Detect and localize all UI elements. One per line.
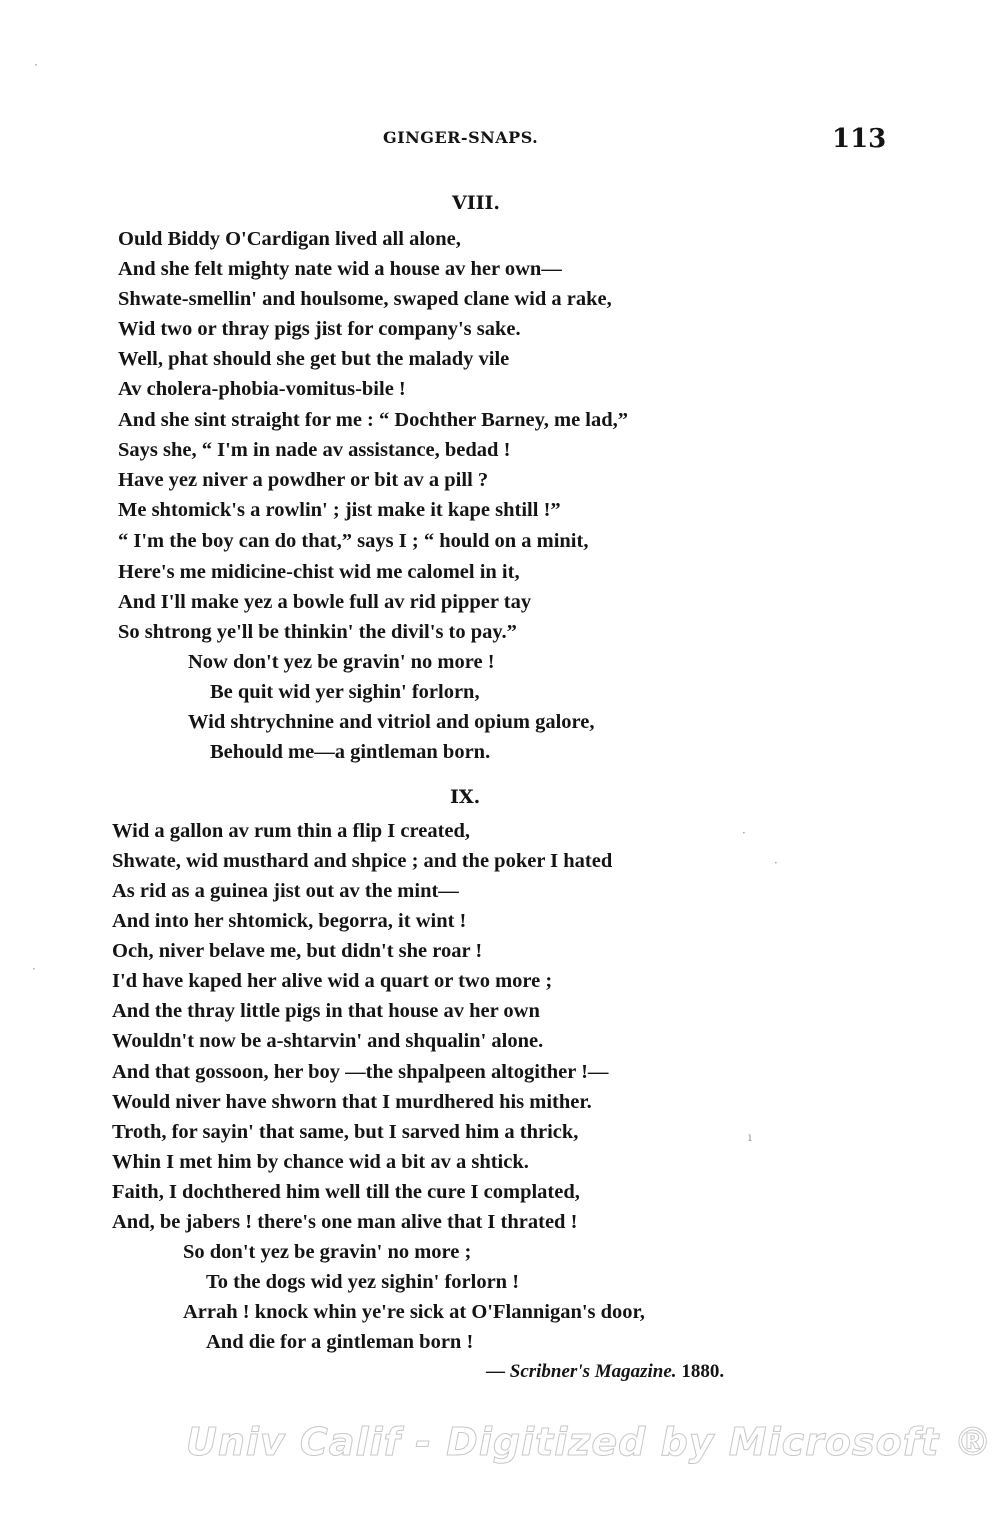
poem-line: Here's me midicine-chist wid me calomel in it,	[118, 561, 520, 583]
poem-line: Wid shtrychnine and vitriol and opium galore,	[188, 711, 595, 733]
poem-line: Now don't yez be gravin' no more !	[188, 651, 495, 673]
poem-line: Arrah ! knock whin ye're sick at O'Flannigan's door,	[183, 1301, 645, 1323]
poem-line: Would niver have shworn that I murdhered his mither.	[112, 1091, 592, 1113]
poem-line: Says she, “ I'm in nade av assistance, bedad !	[118, 439, 511, 461]
poem-line: “ I'm the boy can do that,” says I ; “ hould on a minit,	[118, 530, 589, 552]
print-speck: ·	[32, 962, 36, 976]
poem-line: Och, niver belave me, but didn't she roar !	[112, 940, 483, 962]
poem-line: And die for a gintleman born !	[206, 1331, 474, 1353]
poem-line: Well, phat should she get but the malady vile	[118, 348, 510, 370]
poem-line: Wouldn't now be a-shtarvin' and shqualin' alone.	[112, 1030, 544, 1052]
poem-line: Av cholera-phobia-vomitus-bile !	[118, 378, 406, 400]
poem-line: And that gossoon, her boy —the shpalpeen altogither !—	[112, 1061, 609, 1083]
poem-line: And the thray little pigs in that house av her own	[112, 1000, 540, 1022]
running-title: GINGER-SNAPS.	[383, 128, 539, 147]
poem-line: And she felt mighty nate wid a house av her own—	[118, 258, 562, 280]
poem-line: Troth, for sayin' that same, but I sarved him a thrick,	[112, 1121, 579, 1143]
poem-line: Whin I met him by chance wid a bit av a shtick.	[112, 1151, 529, 1173]
page-number: 113	[832, 124, 887, 154]
digitization-watermark: Univ Calif - Digitized by Microsoft ®	[186, 1420, 993, 1464]
stanza-number: IX.	[450, 786, 481, 808]
poem-line: As rid as a guinea jist out av the mint—	[112, 880, 459, 902]
poem-line: Behould me—a gintleman born.	[210, 741, 491, 763]
poem-line: Shwate, wid musthard and shpice ; and the poker I hated	[112, 850, 613, 872]
poem-line: And I'll make yez a bowle full av rid pipper tay	[118, 591, 532, 613]
poem-line: Faith, I dochthered him well till the cure I complated,	[112, 1181, 580, 1203]
poem-line: And she sint straight for me : “ Dochther Barney, me lad,”	[118, 409, 629, 431]
poem-line: To the dogs wid yez sighin' forlorn !	[206, 1271, 520, 1293]
stanza-number: VIII.	[452, 192, 501, 214]
poem-line: Have yez niver a powdher or bit av a pill ?	[118, 469, 489, 491]
attribution-year: 1880.	[681, 1361, 725, 1382]
poem-line: Be quit wid yer sighin' forlorn,	[210, 681, 480, 703]
poem-line: I'd have kaped her alive wid a quart or two more ;	[112, 970, 553, 992]
poem-line: And, be jabers ! there's one man alive that I thrated !	[112, 1211, 578, 1233]
print-speck: ı	[748, 1130, 752, 1144]
attribution	[486, 1361, 724, 1383]
attribution-dash: —	[486, 1361, 505, 1382]
poem-line: Shwate-smellin' and houlsome, swaped clane wid a rake,	[118, 288, 612, 310]
poem-line: So don't yez be gravin' no more ;	[183, 1241, 472, 1263]
poem-line: Wid two or thray pigs jist for company's sake.	[118, 318, 521, 340]
print-speck: ·	[774, 856, 778, 870]
poem-line: So shtrong ye'll be thinkin' the divil's to pay.”	[118, 621, 517, 643]
print-speck: ·	[742, 826, 746, 840]
poem-line: And into her shtomick, begorra, it wint !	[112, 910, 467, 932]
poem-line: Ould Biddy O'Cardigan lived all alone,	[118, 228, 461, 250]
poem-line: Wid a gallon av rum thin a flip I created,	[112, 820, 471, 842]
poem-line: Me shtomick's a rowlin' ; jist make it kape shtill !”	[118, 499, 561, 521]
print-speck: ·	[34, 58, 38, 72]
attribution-source: Scribner's Magazine.	[509, 1361, 677, 1382]
